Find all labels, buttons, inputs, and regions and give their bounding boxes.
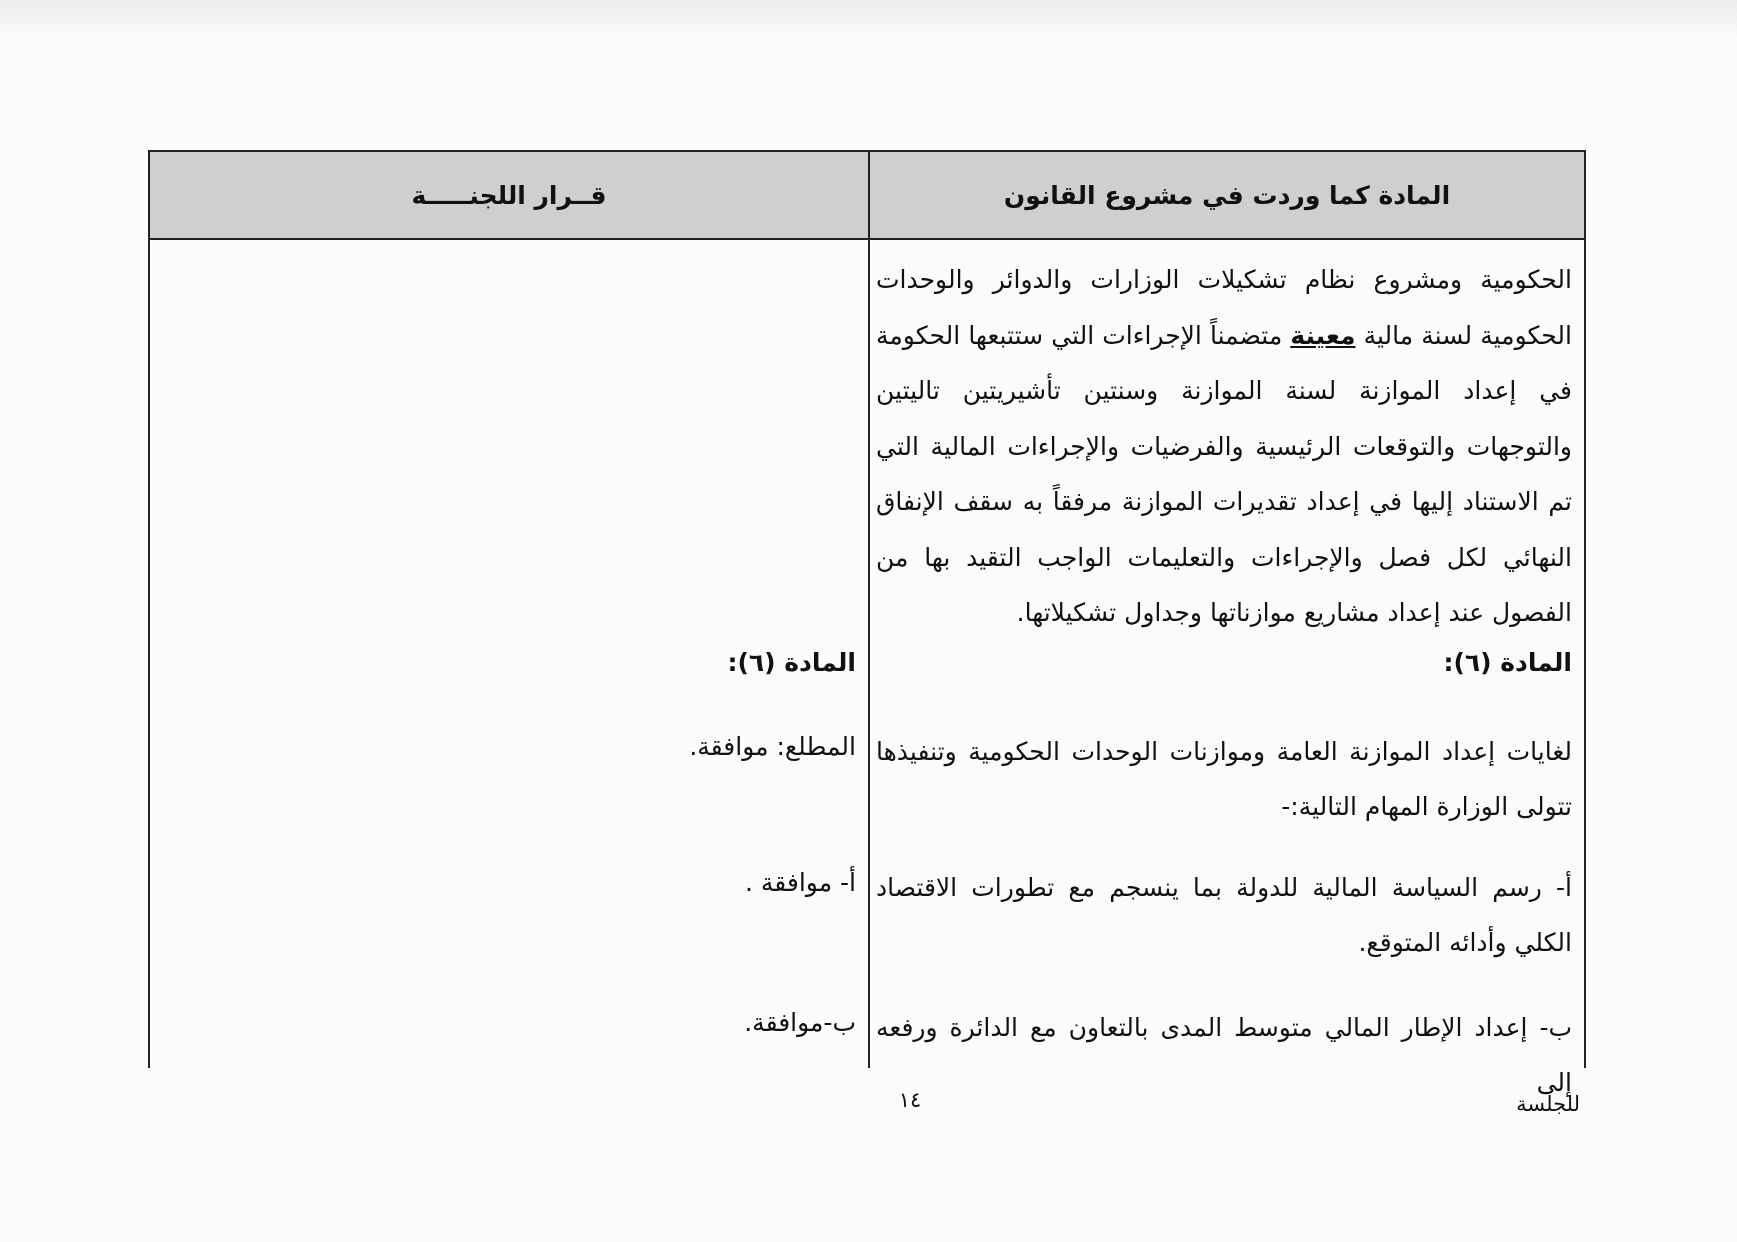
decision-item-b: ب-موافقة. [744, 1008, 856, 1037]
article-6-item-b: ب- إعداد الإطار المالي متوسط المدى بالتعاون مع الدائرة ورفعه إلى [876, 1013, 1572, 1097]
scan-edge-shadow [0, 0, 1737, 40]
decision-article-6-heading: المادة (٦): [727, 648, 856, 677]
header-article-text: المادة كما وردت في مشروع القانون [1003, 180, 1451, 210]
underlined-word: معينة [1290, 320, 1356, 350]
article-6-intro: لغايات إعداد الموازنة العامة وموازنات الوحدات الحكومية وتنفيذها تتولى الوزارة المهام التالية:- [876, 737, 1572, 821]
column-divider [868, 152, 870, 1068]
article-6-heading: المادة (٦): [1443, 648, 1572, 677]
article-continuation-paragraph [876, 252, 1572, 641]
session-label: للجلسة [1516, 1092, 1580, 1116]
decision-intro: المطلع: موافقة. [689, 732, 856, 761]
page-number: ١٤ [898, 1088, 922, 1112]
decision-item-a: أ- موافقة . [744, 868, 856, 897]
article-6-item-a: أ- رسم السياسة المالية للدولة بما ينسجم مع تطورات الاقتصاد الكلي وأدائه المتوقع. [876, 873, 1572, 957]
paragraph-text-after: متضمناً الإجراءات التي ستتبعها الحكومة في إعداد الموازنة لسنة الموازنة وسنتين تأشيريتين تاليتين والتوجهات والتوقعات الرئيسية والفرضيات والإجراءات المالية التي تم الاستناد إليها في إعداد تقديرات الموازنة مرفقاً به سقف الإنفاق النهائي لكل فصل والإجراءات والتعليمات الواجب التقيد بها من الفصول عند إعداد مشاريع موازناتها وجداول تشكيلاتها. [876, 320, 1572, 627]
header-committee-decision: قــرار اللجنـــــة [411, 180, 607, 210]
comparison-table [148, 150, 1586, 1097]
paragraph-text-before: الحكومية ومشروع نظام تشكيلات الوزارات والدوائر والوحدات الحكومية لسنة مالية [876, 265, 1572, 350]
